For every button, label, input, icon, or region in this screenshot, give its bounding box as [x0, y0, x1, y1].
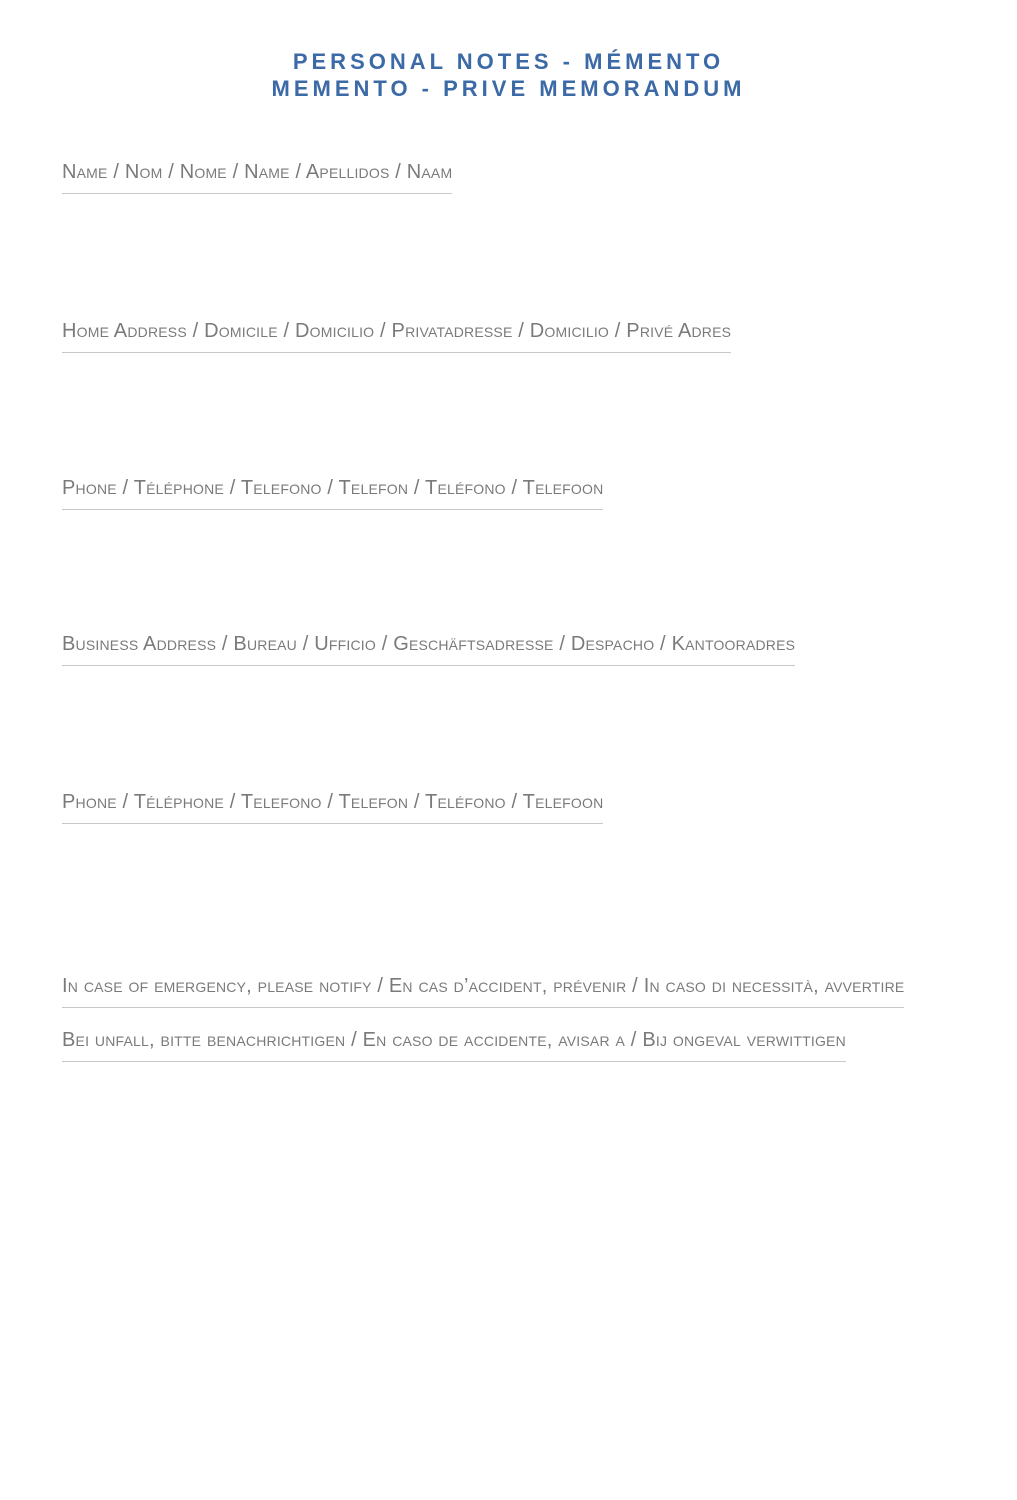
emergency-contact-label-2: Bei unfall, bitte benachrichtigen / En caso de accidente, avisar a / Bij ongeval verwittigen: [62, 1029, 846, 1062]
page-title-line-2: MEMENTO - PRIVE MEMORANDUM: [271, 76, 746, 101]
name-field[interactable]: [62, 161, 452, 194]
emergency-contact-field-1[interactable]: [62, 975, 904, 1008]
emergency-contact-label-1: In case of emergency, please notify / En cas d’accident, prévenir / In caso di necessità, avvertire: [62, 975, 904, 1008]
emergency-contact-field-2[interactable]: [62, 1029, 846, 1062]
home-address-field-label: Home Address / Domicile / Domicilio / Privatadresse / Domicilio / Privé Adres: [62, 320, 731, 353]
business-phone-field-label: Phone / Téléphone / Telefono / Telefon / Teléfono / Telefoon: [62, 791, 603, 824]
page-title-line-1: PERSONAL NOTES - MÉMENTO: [292, 49, 725, 74]
page-header: [0, 48, 1017, 102]
name-field-label: Name / Nom / Nome / Name / Apellidos / Naam: [62, 161, 452, 194]
business-phone-field[interactable]: [62, 791, 603, 824]
business-address-field-label: Business Address / Bureau / Ufficio / Geschäftsadresse / Despacho / Kantooradres: [62, 633, 795, 666]
home-address-field[interactable]: [62, 320, 731, 353]
home-phone-field-label: Phone / Téléphone / Telefono / Telefon / Teléfono / Telefoon: [62, 477, 603, 510]
business-address-field[interactable]: [62, 633, 795, 666]
home-phone-field[interactable]: [62, 477, 603, 510]
